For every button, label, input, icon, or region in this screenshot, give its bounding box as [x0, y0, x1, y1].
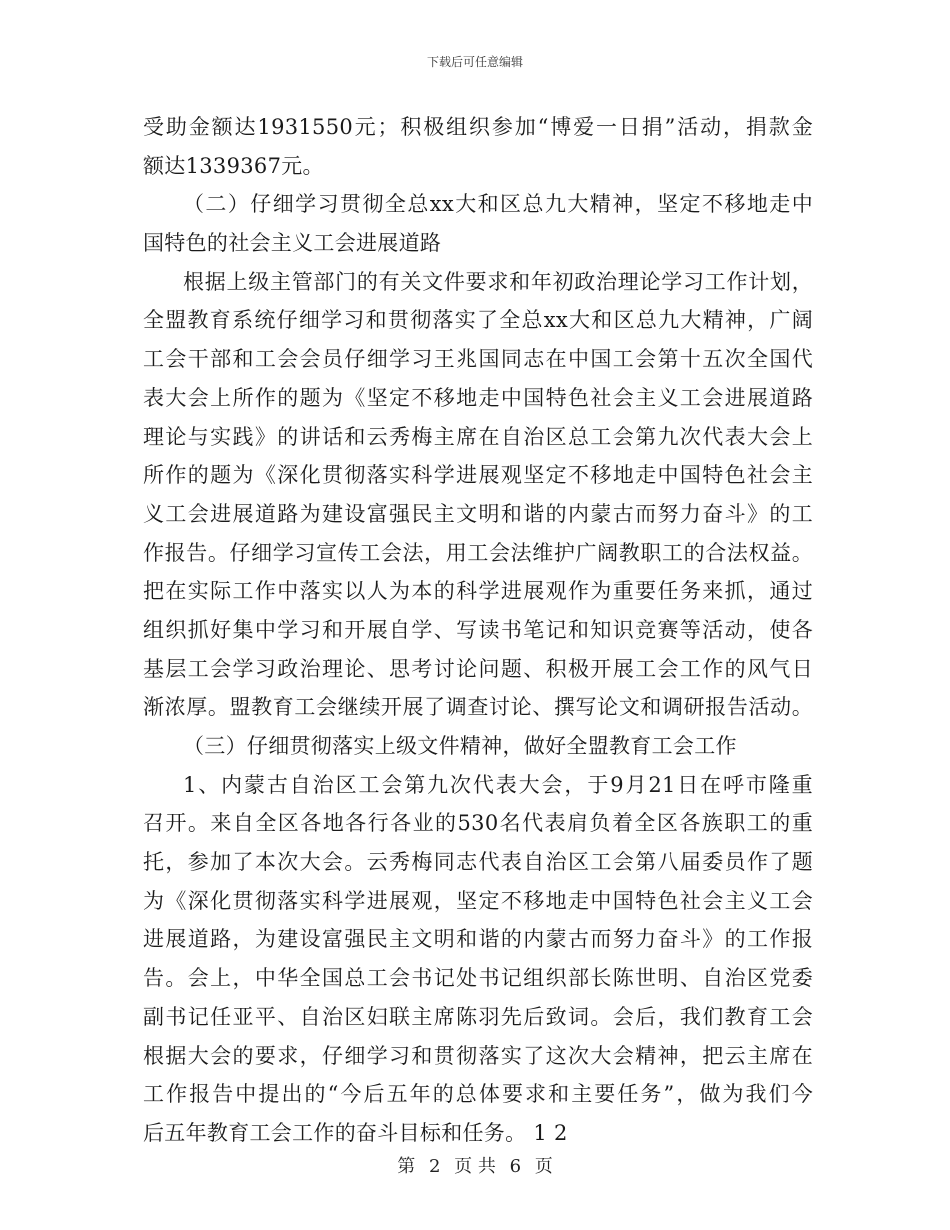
section-heading: （三）仔细贯彻落实上级文件精神，做好全盟教育工会工作: [183, 734, 737, 758]
text-line: 副书记任亚平、自治区妇联主席陈羽先后致词。会后，我们教育工会: [143, 1004, 813, 1029]
text-line: 额达1339367元。: [143, 153, 324, 178]
document-body: [143, 108, 813, 1153]
page-footer: [0, 1152, 950, 1178]
text-line: 根据大会的要求，仔细学习和贯彻落实了这次大会精神，把云主席在: [143, 1043, 813, 1068]
text-line: 1、内蒙古自治区工会第九次代表大会，于9月21日在呼市隆重: [183, 772, 813, 797]
text-line: 把在实际工作中落实以人为本的科学进展观作为重要任务来抓，通过: [143, 579, 813, 604]
text-line: 全盟教育系统仔细学习和贯彻落实了全总xx大和区总九大精神，广阔: [143, 308, 813, 333]
text-line: 理论与实践》的讲话和云秀梅主席在自治区总工会第九次代表大会上: [143, 424, 813, 449]
section-heading: 国特色的社会主义工会进展道路: [143, 231, 442, 256]
text-line: 作报告。仔细学习宣传工会法，用工会法维护广阔教职工的合法权益。: [143, 540, 813, 565]
text-line: 基层工会学习政治理论、思考讨论问题、积极开展工会工作的风气日: [143, 656, 813, 681]
text-line: 为《深化贯彻落实科学进展观，坚定不移地走中国特色社会主义工会: [143, 888, 813, 913]
text-line: 根据上级主管部门的有关文件要求和年初政治理论学习工作计划，: [183, 269, 813, 294]
text-line: 受助金额达1931550元；积极组织参加“博爱一日捐”活动，捐款金: [143, 115, 813, 139]
text-line: 召开。来自全区各地各行各业的530名代表肩负着全区各族职工的重: [143, 811, 813, 836]
text-line: 后五年教育工会工作的奋斗目标和任务。 1 2: [143, 1120, 568, 1145]
text-line: 义工会进展道路为建设富强民主文明和谐的内蒙古而努力奋斗》的工: [143, 501, 813, 526]
text-line: 所作的题为《深化贯彻落实科学进展观坚定不移地走中国特色社会主: [143, 463, 813, 488]
page-suffix: 页: [534, 1156, 553, 1177]
text-line: 工作报告中提出的“今后五年的总体要求和主要任务”，做为我们今: [143, 1082, 813, 1107]
text-line: 组织抓好集中学习和开展自学、写读书笔记和知识竞赛等活动，使各: [143, 617, 813, 642]
section-heading: （二）仔细学习贯彻全总xx大和区总九大精神，坚定不移地走中: [183, 192, 813, 217]
text-line: 告。会上，中华全国总工会书记处书记组织部长陈世明、自治区党委: [143, 966, 813, 991]
text-line: 进展道路，为建设富强民主文明和谐的内蒙古而努力奋斗》的工作报: [143, 927, 813, 952]
page-number: 2: [428, 1156, 441, 1177]
text-line: 托，参加了本次大会。云秀梅同志代表自治区工会第八届委员作了题: [143, 850, 813, 875]
page-of: 页 共: [454, 1156, 496, 1177]
text-line: 表大会上所作的题为《坚定不移地走中国特色社会主义工会进展道路: [143, 385, 813, 410]
page-total: 6: [509, 1156, 522, 1177]
text-line: 渐浓厚。盟教育工会继续开展了调查讨论、撰写论文和调研报告活动。: [143, 695, 813, 720]
header-note: 下载后可任意编辑: [426, 55, 523, 69]
page-prefix: 第: [397, 1156, 416, 1177]
text-line: 工会干部和工会会员仔细学习王兆国同志在中国工会第十五次全国代: [143, 347, 813, 372]
